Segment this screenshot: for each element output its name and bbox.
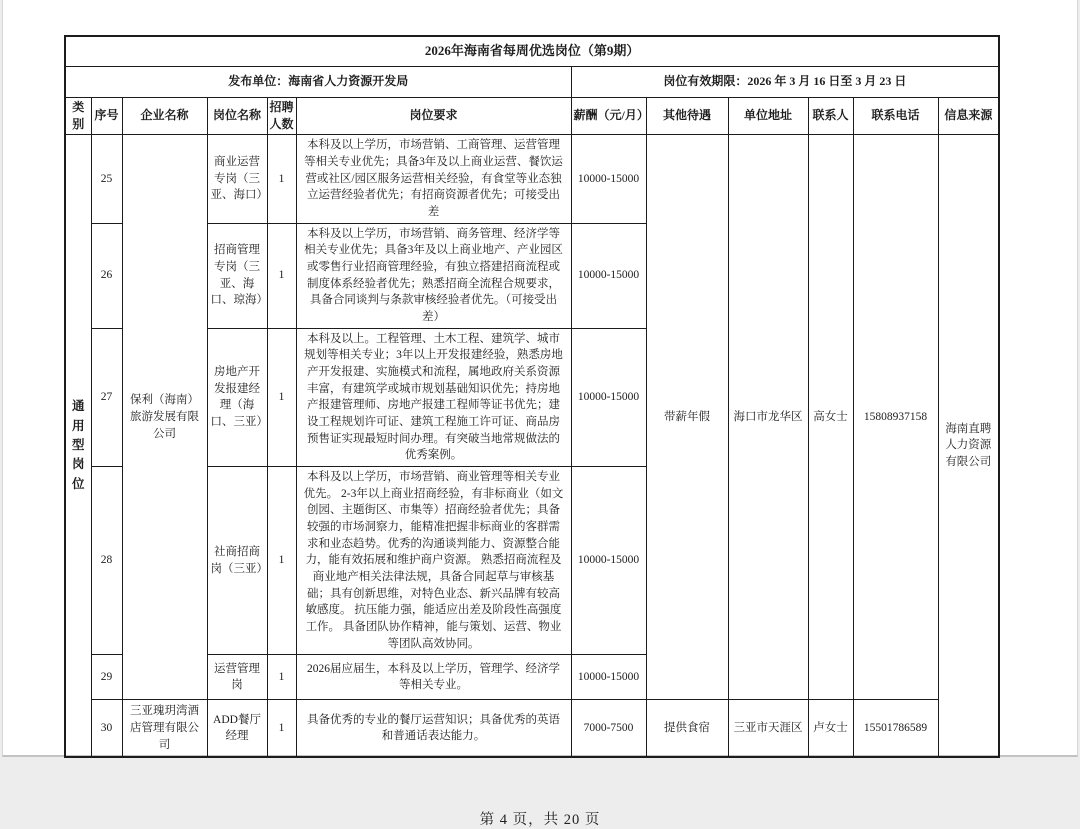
header-headcount: 招聘人数 [267,97,296,135]
row26-position: 招商管理专岗（三亚、海口、琼海） [207,223,267,328]
source-cell: 海南直聘人力资源有限公司 [938,135,999,757]
header-salary: 薪酬（元/月） [571,97,646,135]
row28-headcount: 1 [267,467,296,655]
category-label: 通用型岗位 [71,397,85,494]
row28-requirements: 本科及以上学历，市场营销、商业管理等相关专业优先。 2-3年以上商业招商经验，有非标商业（如文创园、主题街区、市集等）招商经验者优先；具备较强的市场洞察力，能精准把握非标商业的客群需求和业态趋势。优秀的沟通谈判能力、资源整合能力，能有效拓展和维护商户资源。 熟悉招商流程及商业地产相关法律法规，具备合同起草与审核基础；具有创新思维，对特色业态、新兴品牌有较高敏感度。 抗压能力强，能适应出差及阶段性高强度工作。 具备团队协作精神，能与策划、运营、物业等团队高效协同。 [296,467,571,655]
row30-phone: 15501786589 [853,700,938,757]
row27-requirements: 本科及以上。工程管理、土木工程、建筑学、城市规划等相关专业；3年以上开发报建经验，熟悉房地产开发报建、实施模式和流程，属地政府关系资源丰富，有建筑学或城市规划基础知识优先；持房地产报建管理师、房地产报建工程师等证书优先；建设工程规划许可证、建筑工程施工许可证、商品房预售证实现最短时间办理。有突破当地常规做法的优秀案例。 [296,328,571,466]
header-benefits: 其他待遇 [646,97,728,135]
row29-headcount: 1 [267,655,296,700]
header-company: 企业名称 [122,97,207,135]
row30-position: ADD餐厅经理 [207,700,267,757]
publisher-label: 发布单位：海南省人力资源开发局 [65,66,571,97]
row29-salary: 10000-15000 [571,655,646,700]
row30-headcount: 1 [267,700,296,757]
group-contact: 高女士 [808,135,853,700]
row25-no: 25 [91,135,122,223]
group-company: 保利（海南）旅游发展有限公司 [122,135,207,700]
header-address: 单位地址 [728,97,808,135]
row30-salary: 7000-7500 [571,700,646,757]
header-category: 类别 [65,97,91,135]
row27-headcount: 1 [267,328,296,466]
header-phone: 联系电话 [853,97,938,135]
row25-requirements: 本科及以上学历，市场营销、工商管理、运营管理等相关专业优先；具备3年及以上商业运营、餐饮运营或社区/园区服务运营相关经验，有食堂等业态独立运营经验者优先；有招商资源者优先；可接受出差 [296,135,571,223]
row28-no: 28 [91,467,122,655]
row27-position: 房地产开发报建经理（海口、三亚） [207,328,267,466]
header-position: 岗位名称 [207,97,267,135]
row30-no: 30 [91,700,122,757]
document-title: 2026年海南省每周优选岗位（第9期） [65,36,999,66]
validity-label: 岗位有效期限：2026 年 3 月 16 日至 3 月 23 日 [571,66,999,97]
header-requirements: 岗位要求 [296,97,571,135]
row28-position: 社商招商岗（三亚） [207,467,267,655]
row28-salary: 10000-15000 [571,467,646,655]
row30-benefits: 提供食宿 [646,700,728,757]
row29-requirements: 2026届应届生，本科及以上学历，管理学、经济学等相关专业。 [296,655,571,700]
document-page [2,0,1078,757]
row30-requirements: 具备优秀的专业的餐厅运营知识；具备优秀的英语和普通话表达能力。 [296,700,571,757]
jobs-table [64,35,1000,758]
header-source: 信息来源 [938,97,999,135]
row27-no: 27 [91,328,122,466]
row27-salary: 10000-15000 [571,328,646,466]
job-row-30 [65,700,999,757]
category-cell [65,135,91,757]
group-benefits: 带薪年假 [646,135,728,700]
row25-salary: 10000-15000 [571,135,646,223]
row29-position: 运营管理岗 [207,655,267,700]
row26-headcount: 1 [267,223,296,328]
row26-no: 26 [91,223,122,328]
row26-salary: 10000-15000 [571,223,646,328]
job-row-25 [65,135,999,223]
row30-contact: 卢女士 [808,700,853,757]
header-no: 序号 [91,97,122,135]
row26-requirements: 本科及以上学历，市场营销、商务管理、经济学等相关专业优先；具备3年及以上商业地产、产业园区或零售行业招商管理经验，有独立搭建招商流程或制度体系经验者优先；熟悉招商全流程合规要求，具备合同谈判与条款审核经验者优先。（可接受出差） [296,223,571,328]
page-number: 第 4 页，共 20 页 [3,808,1077,829]
row25-headcount: 1 [267,135,296,223]
group-phone: 15808937158 [853,135,938,700]
row30-company: 三亚瑰玥湾酒店管理有限公司 [122,700,207,757]
row25-position: 商业运营专岗（三亚、海口） [207,135,267,223]
header-contact: 联系人 [808,97,853,135]
row29-no: 29 [91,655,122,700]
group-address: 海口市龙华区 [728,135,808,700]
row30-address: 三亚市天涯区 [728,700,808,757]
